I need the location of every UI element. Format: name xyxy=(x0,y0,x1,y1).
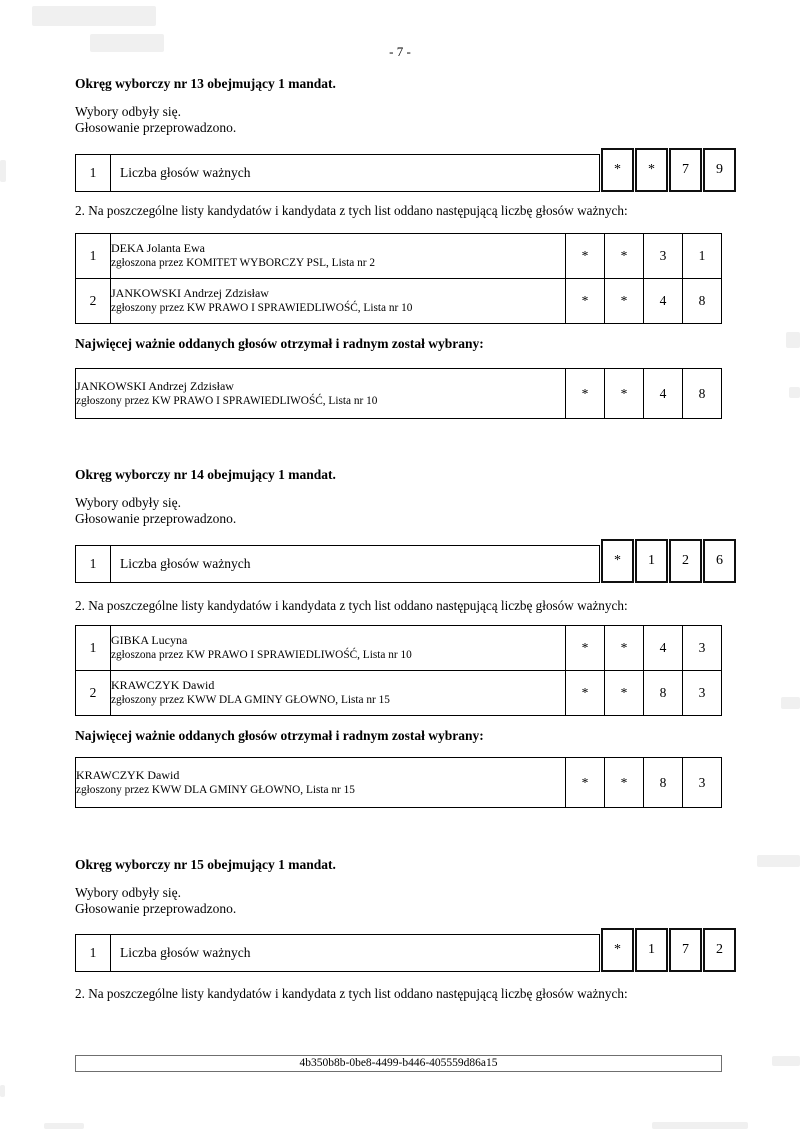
winner-committee: zgłoszony przez KW PRAWO I SPRAWIEDLIWOŚĆ, Lista nr 10 xyxy=(76,394,378,407)
row-number: 2 xyxy=(76,671,111,716)
scan-artifact xyxy=(786,332,800,348)
digit-cell: 3 xyxy=(683,671,722,716)
digit-cell: 4 xyxy=(644,369,683,419)
table-row xyxy=(76,758,722,808)
voting-conducted-line: Głosowanie przeprowadzono. xyxy=(75,901,237,916)
digit-cell: 3 xyxy=(644,234,683,279)
district-14-valid-votes-row xyxy=(75,539,736,583)
candidate-cell xyxy=(111,671,566,716)
table-row xyxy=(76,671,722,716)
candidate-name: DEKA Jolanta Ewa xyxy=(111,241,205,255)
digit-box: 2 xyxy=(669,539,702,583)
district-13-status xyxy=(75,104,236,136)
district-13-title: Okręg wyborczy nr 13 obejmujący 1 mandat. xyxy=(75,76,336,91)
digit-box: 7 xyxy=(669,148,702,192)
digit-box: 9 xyxy=(703,148,736,192)
scan-artifact xyxy=(757,855,800,867)
candidate-name: KRAWCZYK Dawid xyxy=(111,678,215,692)
scan-artifact xyxy=(32,6,156,26)
digit-cell: * xyxy=(566,279,605,324)
candidate-name: GIBKA Lucyna xyxy=(111,633,188,647)
table-row xyxy=(76,369,722,419)
scan-artifact xyxy=(90,34,164,52)
digit-cell: * xyxy=(566,626,605,671)
digit-cell: 1 xyxy=(683,234,722,279)
digit-cell: * xyxy=(566,234,605,279)
document-id-footer: 4b350b8b-0be8-4499-b446-405559d86a15 xyxy=(75,1055,722,1072)
digit-cell: 8 xyxy=(683,369,722,419)
digit-cell: * xyxy=(605,758,644,808)
candidate-committee: zgłoszona przez KW PRAWO I SPRAWIEDLIWOŚĆ, Lista nr 10 xyxy=(111,649,412,661)
elections-held-line: Wybory odbyły się. xyxy=(75,885,182,900)
candidate-cell xyxy=(111,234,566,279)
scan-artifact xyxy=(781,697,800,709)
valid-votes-label: Liczba głosów ważnych xyxy=(120,165,251,180)
digit-box: * xyxy=(601,539,634,583)
row-number: 1 xyxy=(76,626,111,671)
winner-cell xyxy=(76,758,566,808)
digit-box: 6 xyxy=(703,539,736,583)
winner-name: JANKOWSKI Andrzej Zdzisław xyxy=(76,378,234,393)
district-15-title: Okręg wyborczy nr 15 obejmujący 1 mandat. xyxy=(75,857,336,872)
district-13-candidates-table xyxy=(75,233,722,324)
digit-box: * xyxy=(601,148,634,192)
district-14-winner-table xyxy=(75,757,722,808)
valid-votes-label: Liczba głosów ważnych xyxy=(120,556,251,571)
digit-cell: 3 xyxy=(683,626,722,671)
table-row xyxy=(76,626,722,671)
district-13-winner-table xyxy=(75,368,722,419)
voting-conducted-line: Głosowanie przeprowadzono. xyxy=(75,511,237,526)
digit-cell: 8 xyxy=(644,671,683,716)
candidate-committee: zgłoszona przez KOMITET WYBORCZY PSL, Lista nr 2 xyxy=(111,257,375,269)
scan-artifact xyxy=(789,387,800,398)
candidate-cell xyxy=(111,279,566,324)
lists-intro: 2. Na poszczególne listy kandydatów i kandydata z tych list oddano następującą liczbę głosów ważnych: xyxy=(75,598,628,613)
valid-votes-cell xyxy=(75,934,600,972)
scan-artifact xyxy=(44,1123,84,1129)
candidate-cell xyxy=(111,626,566,671)
scan-artifact xyxy=(0,160,6,182)
digit-box: 1 xyxy=(635,928,668,972)
scan-artifact xyxy=(772,1056,800,1066)
digit-cell: * xyxy=(605,671,644,716)
digit-cell: 4 xyxy=(644,279,683,324)
candidate-committee: zgłoszony przez KWW DLA GMINY GŁOWNO, Lista nr 15 xyxy=(111,694,390,706)
digit-cell: * xyxy=(566,758,605,808)
table-row xyxy=(76,279,722,324)
valid-votes-label: Liczba głosów ważnych xyxy=(120,945,251,960)
scan-artifact xyxy=(0,1085,5,1097)
district-14-title: Okręg wyborczy nr 14 obejmujący 1 mandat. xyxy=(75,467,336,482)
row-number: 1 xyxy=(76,546,111,582)
district-15-status xyxy=(75,885,236,917)
digit-cell: * xyxy=(605,626,644,671)
valid-votes-cell xyxy=(75,545,600,583)
row-number: 2 xyxy=(76,279,111,324)
digit-box: * xyxy=(601,928,634,972)
valid-votes-cell xyxy=(75,154,600,192)
digit-box: 1 xyxy=(635,539,668,583)
winner-committee: zgłoszony przez KWW DLA GMINY GŁOWNO, Lista nr 15 xyxy=(76,783,355,796)
district-15-valid-votes-row xyxy=(75,928,736,972)
digit-cell: * xyxy=(566,369,605,419)
winner-cell xyxy=(76,369,566,419)
candidate-name: JANKOWSKI Andrzej Zdzisław xyxy=(111,286,269,300)
digit-box: 7 xyxy=(669,928,702,972)
digit-cell: * xyxy=(605,234,644,279)
voting-conducted-line: Głosowanie przeprowadzono. xyxy=(75,120,237,135)
digit-cell: * xyxy=(566,671,605,716)
table-row xyxy=(76,234,722,279)
lists-intro: 2. Na poszczególne listy kandydatów i kandydata z tych list oddano następującą liczbę głosów ważnych: xyxy=(75,986,628,1001)
digit-box: 2 xyxy=(703,928,736,972)
lists-intro: 2. Na poszczególne listy kandydatów i kandydata z tych list oddano następującą liczbę głosów ważnych: xyxy=(75,203,628,218)
elections-held-line: Wybory odbyły się. xyxy=(75,495,182,510)
row-number: 1 xyxy=(76,234,111,279)
digit-box: * xyxy=(635,148,668,192)
row-number: 1 xyxy=(76,935,111,971)
district-14-status xyxy=(75,495,236,527)
digit-cell: 8 xyxy=(683,279,722,324)
digit-cell: 3 xyxy=(683,758,722,808)
district-14-candidates-table xyxy=(75,625,722,716)
winner-intro: Najwięcej ważnie oddanych głosów otrzymał i radnym został wybrany: xyxy=(75,336,484,351)
district-13-valid-votes-row xyxy=(75,148,736,192)
elections-held-line: Wybory odbyły się. xyxy=(75,104,182,119)
digit-cell: 4 xyxy=(644,626,683,671)
digit-cell: 8 xyxy=(644,758,683,808)
page-number: - 7 - xyxy=(389,44,411,59)
winner-name: KRAWCZYK Dawid xyxy=(76,767,180,782)
digit-cell: * xyxy=(605,369,644,419)
winner-intro: Najwięcej ważnie oddanych głosów otrzymał i radnym został wybrany: xyxy=(75,728,484,743)
scan-artifact xyxy=(652,1122,748,1129)
digit-cell: * xyxy=(605,279,644,324)
row-number: 1 xyxy=(76,155,111,191)
candidate-committee: zgłoszony przez KW PRAWO I SPRAWIEDLIWOŚĆ, Lista nr 10 xyxy=(111,302,413,314)
